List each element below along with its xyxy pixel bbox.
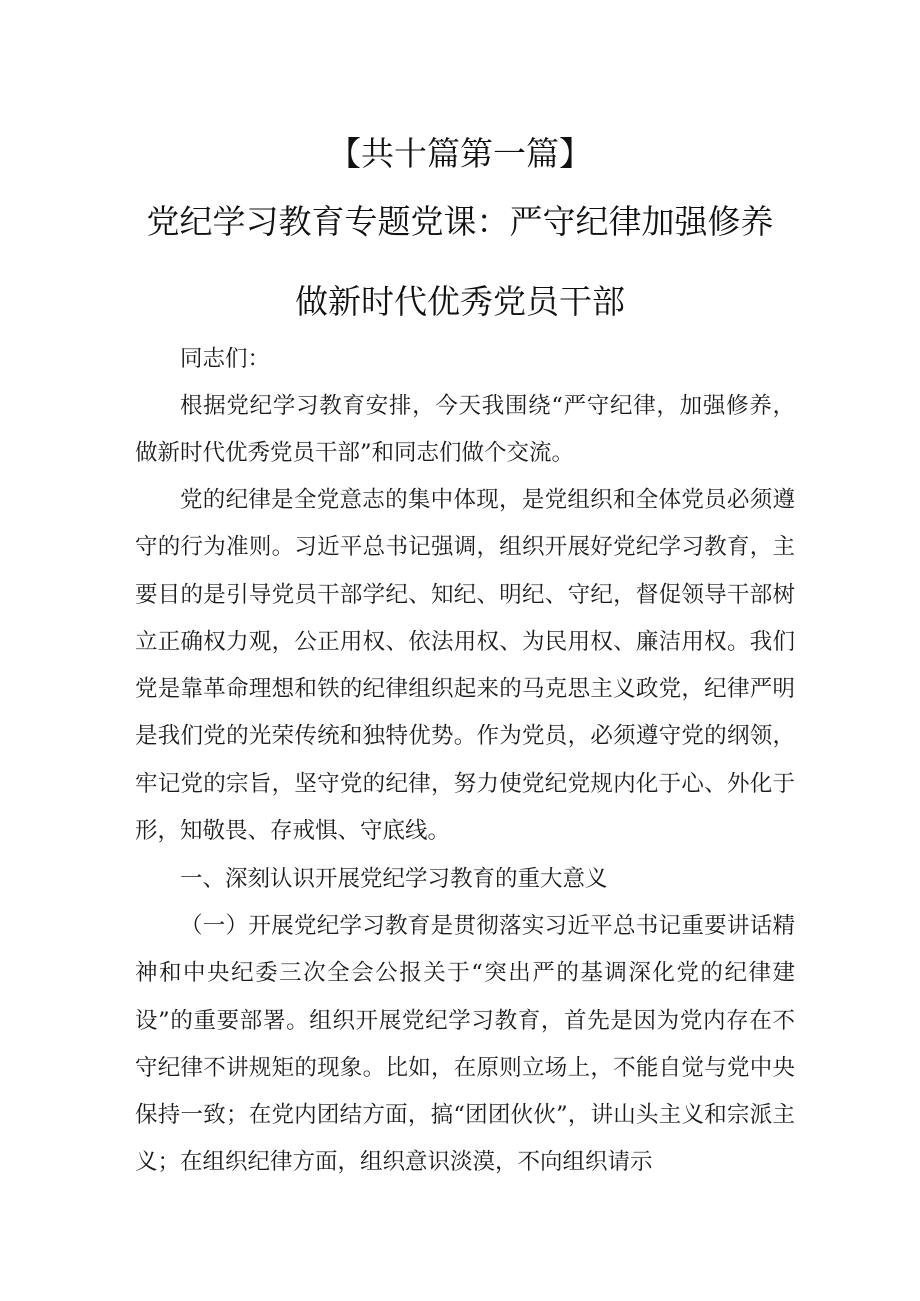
paragraph-intro: 根据党纪学习教育安排，今天我围绕“严守纪律，加强修养，做新时代优秀党员干部”和同志们做个交流。 [135,393,795,467]
body-block-3 [135,856,795,903]
document-subtitle: 做新时代优秀党员干部 [295,282,625,321]
salutation: 同志们： [180,346,271,372]
body-block-1 [135,383,795,478]
paragraph-discipline: 党的纪律是全党意志的集中体现，是党组织和全体党员必须遵守的行为准则。习近平总书记强调，组织开展好党纪学习教育，主要目的是引导党员干部学纪、知纪、明纪、守纪，督促领导干部树立正确权力观，公正用权、依法用权、为民用权、廉洁用权。我们党是靠革命理想和铁的纪律组织起来的马克思主义政党，纪律严明是我们党的光荣传统和独特优势。作为党员，必须遵守党的纲领，牢记党的宗旨，坚守党的纪律，努力使党纪党规内化于心、外化于形，知敬畏、存戒惧、守底线。 [135,487,795,845]
document-title: 党纪学习教育专题党课：严守纪律加强修养 [146,202,774,241]
document-series-label: 【共十篇第一篇】 [328,134,592,173]
section-heading-one: 一、深刻认识开展党纪学习教育的重大意义 [180,866,608,892]
body-block-2 [135,477,795,855]
paragraph-subsection-one: （一）开展党纪学习教育是贯彻落实习近平总书记重要讲话精神和中央纪委三次全会公报关于“突出严的基调深化党的纪律建设”的重要部署。组织开展党纪学习教育，首先是因为党内存在不守纪律不讲规矩的现象。比如，在原则立场上，不能自觉与党中央保持一致；在党内团结方面，搞“团团伙伙”，讲山头主义和宗派主义；在组织纪律方面，组织意识淡漠，不向组织请示 [135,913,795,1176]
body-block-4 [135,903,795,1187]
